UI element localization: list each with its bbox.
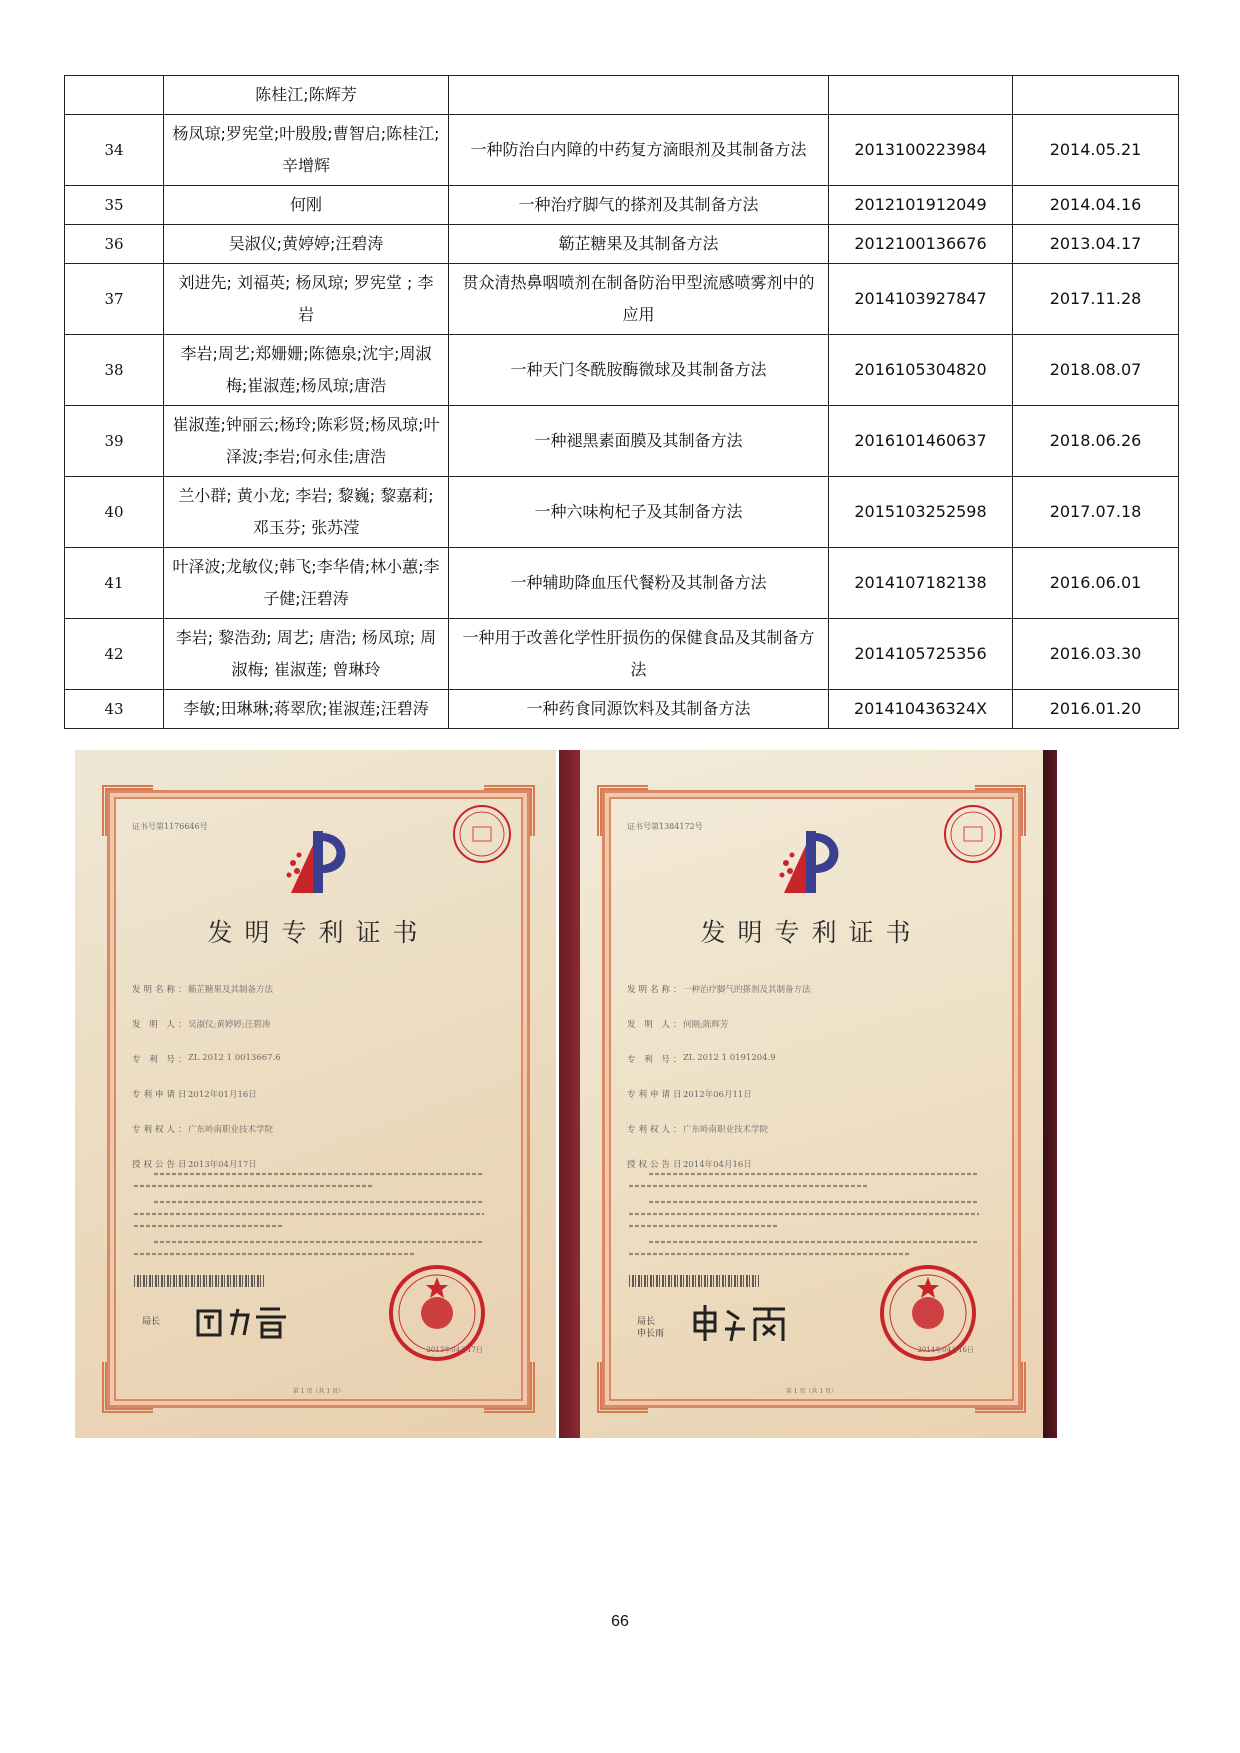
patent-title-cell: 一种天门冬酰胺酶微球及其制备方法 <box>449 335 829 406</box>
patent-title-cell: 一种褪黑素面膜及其制备方法 <box>449 406 829 477</box>
page-number: 66 <box>611 1613 629 1630</box>
seal-date: 2013年04月17日 <box>426 1346 483 1354</box>
row-number: 38 <box>65 335 164 406</box>
inventors-cell: 陈桂江;陈辉芳 <box>164 76 449 115</box>
field-application-date: 专利申请日： 2012年01月16日 <box>132 1090 257 1100</box>
grant-date-cell: 2016.01.20 <box>1013 690 1179 729</box>
inventors-cell: 李敏;田琳琳;蒋翠欣;崔淑莲;汪碧涛 <box>164 690 449 729</box>
field-invention-name: 发明名称： 簕芷糖果及其制备方法 <box>132 985 274 995</box>
certificate-number: 证书号第1384172号 <box>627 822 703 831</box>
table-row <box>65 619 1179 690</box>
patent-title-cell: 一种治疗脚气的搽剂及其制备方法 <box>449 186 829 225</box>
inventors-cell: 何刚 <box>164 186 449 225</box>
certificate-body-text <box>629 1168 989 1258</box>
patent-number-cell: 2016101460637 <box>829 406 1013 477</box>
field-inventors: 发 明 人： 何刚;陈辉芳 <box>627 1020 729 1030</box>
table-row <box>65 477 1179 548</box>
grant-date-cell: 2016.06.01 <box>1013 548 1179 619</box>
patent-title-cell: 一种药食同源饮料及其制备方法 <box>449 690 829 729</box>
table-row <box>65 115 1179 186</box>
patent-title-cell <box>449 76 829 115</box>
certificate-title: 发明专利证书 <box>207 918 430 947</box>
seal-date: 2014年04月16日 <box>917 1346 974 1354</box>
patent-number-cell: 2012100136676 <box>829 225 1013 264</box>
row-number: 43 <box>65 690 164 729</box>
certificate-page-footer: 第 1 页（共 1 页） <box>785 1388 838 1395</box>
inventors-cell: 兰小群; 黄小龙; 李岩; 黎巍; 黎嘉莉; 邓玉芬; 张苏滢 <box>164 477 449 548</box>
patent-number-cell: 2014105725356 <box>829 619 1013 690</box>
grant-date-cell <box>1013 76 1179 115</box>
patent-number-cell: 2014107182138 <box>829 548 1013 619</box>
field-grant-date: 授权公告日： 2014年04月16日 <box>627 1160 752 1170</box>
certificate-paper <box>580 750 1043 1438</box>
certificate-number: 证书号第1176646号 <box>132 822 208 831</box>
patent-office-logo-icon <box>776 823 848 901</box>
table-row <box>65 548 1179 619</box>
row-number: 34 <box>65 115 164 186</box>
inventors-cell: 吴淑仪;黄婷婷;汪碧涛 <box>164 225 449 264</box>
field-patent-number: 专 利 号： ZL 2012 1 0191204.9 <box>627 1053 776 1065</box>
director-label: 局长 申长雨 <box>637 1317 665 1339</box>
grant-date-cell: 2016.03.30 <box>1013 619 1179 690</box>
field-inventors: 发 明 人： 吴淑仪;黄婷婷;汪碧涛 <box>132 1020 271 1030</box>
inventors-cell: 李岩;周艺;郑姗姗;陈德泉;沈宇;周淑梅;崔淑莲;杨凤琼;唐浩 <box>164 335 449 406</box>
patent-certificate-left <box>75 750 556 1438</box>
patent-table <box>64 75 1179 729</box>
field-patentee: 专利权人： 广东岭南职业技术学院 <box>132 1125 274 1135</box>
row-number: 35 <box>65 186 164 225</box>
field-application-date: 专利申请日： 2012年06月11日 <box>627 1090 752 1100</box>
barcode <box>134 1275 264 1287</box>
grant-date-cell: 2013.04.17 <box>1013 225 1179 264</box>
inventors-cell: 刘进先; 刘福英; 杨凤琼; 罗宪堂 ; 李岩 <box>164 264 449 335</box>
patent-title-cell: 一种用于改善化学性肝损伤的保健食品及其制备方法 <box>449 619 829 690</box>
grant-date-cell: 2017.11.28 <box>1013 264 1179 335</box>
row-number: 40 <box>65 477 164 548</box>
certificate-body-text <box>134 1168 494 1258</box>
certificate-title: 发明专利证书 <box>700 918 923 947</box>
inventors-cell: 杨凤琼;罗宪堂;叶殷殷;曹智启;陈桂江;辛增辉 <box>164 115 449 186</box>
patent-title-cell: 一种防治白内障的中药复方滴眼剂及其制备方法 <box>449 115 829 186</box>
director-name: 申长雨 <box>637 1329 665 1339</box>
table-row <box>65 225 1179 264</box>
grant-date-cell: 2018.08.07 <box>1013 335 1179 406</box>
row-number: 41 <box>65 548 164 619</box>
top-seal-icon <box>451 803 513 865</box>
director-label: 局长 <box>142 1317 161 1327</box>
inventors-cell: 崔淑莲;钟丽云;杨玲;陈彩贤;杨凤琼;叶泽波;李岩;何永佳;唐浩 <box>164 406 449 477</box>
patent-number-cell: 2014103927847 <box>829 264 1013 335</box>
row-number: 39 <box>65 406 164 477</box>
certificate-border <box>107 790 530 1408</box>
table-row <box>65 76 1179 115</box>
director-signature <box>190 1301 300 1343</box>
barcode <box>629 1275 759 1287</box>
patent-title-cell: 一种辅助降血压代餐粉及其制备方法 <box>449 548 829 619</box>
field-patentee: 专利权人： 广东岭南职业技术学院 <box>627 1125 769 1135</box>
patent-number-cell: 201410436324X <box>829 690 1013 729</box>
patent-number-cell: 2015103252598 <box>829 477 1013 548</box>
inventors-cell: 叶泽波;龙敏仪;韩飞;李华倩;林小蕙;李子健;汪碧涛 <box>164 548 449 619</box>
patent-title-cell: 贯众清热鼻咽喷剂在制备防治甲型流感喷雾剂中的应用 <box>449 264 829 335</box>
certificate-border <box>602 790 1021 1408</box>
table-row <box>65 690 1179 729</box>
top-seal-icon <box>942 803 1004 865</box>
table-row <box>65 186 1179 225</box>
row-number: 36 <box>65 225 164 264</box>
grant-date-cell: 2018.06.26 <box>1013 406 1179 477</box>
field-invention-name: 发明名称： 一种治疗脚气的搽剂及其制备方法 <box>627 985 811 995</box>
patent-number-cell: 2012101912049 <box>829 186 1013 225</box>
row-number: 37 <box>65 264 164 335</box>
table-row <box>65 335 1179 406</box>
table-row <box>65 264 1179 335</box>
table-row <box>65 406 1179 477</box>
patent-title-cell: 一种六味枸杞子及其制备方法 <box>449 477 829 548</box>
patent-number-cell: 2013100223984 <box>829 115 1013 186</box>
patent-number-cell: 2016105304820 <box>829 335 1013 406</box>
patent-office-logo-icon <box>283 823 355 901</box>
patent-certificate-right <box>559 750 1057 1438</box>
certificate-fields <box>132 983 507 1193</box>
row-number: 42 <box>65 619 164 690</box>
grant-date-cell: 2014.05.21 <box>1013 115 1179 186</box>
inventors-cell: 李岩; 黎浩劲; 周艺; 唐浩; 杨凤琼; 周淑梅; 崔淑莲; 曾琳玲 <box>164 619 449 690</box>
patent-title-cell: 簕芷糖果及其制备方法 <box>449 225 829 264</box>
patent-number-cell <box>829 76 1013 115</box>
field-patent-number: 专 利 号： ZL 2012 1 0013667.6 <box>132 1053 281 1065</box>
grant-date-cell: 2014.04.16 <box>1013 186 1179 225</box>
director-signature <box>685 1301 795 1343</box>
certificate-fields <box>627 983 998 1193</box>
field-grant-date: 授权公告日： 2013年04月17日 <box>132 1160 257 1170</box>
grant-date-cell: 2017.07.18 <box>1013 477 1179 548</box>
row-number <box>65 76 164 115</box>
certificate-page-footer: 第 1 页（共 1 页） <box>292 1388 345 1395</box>
